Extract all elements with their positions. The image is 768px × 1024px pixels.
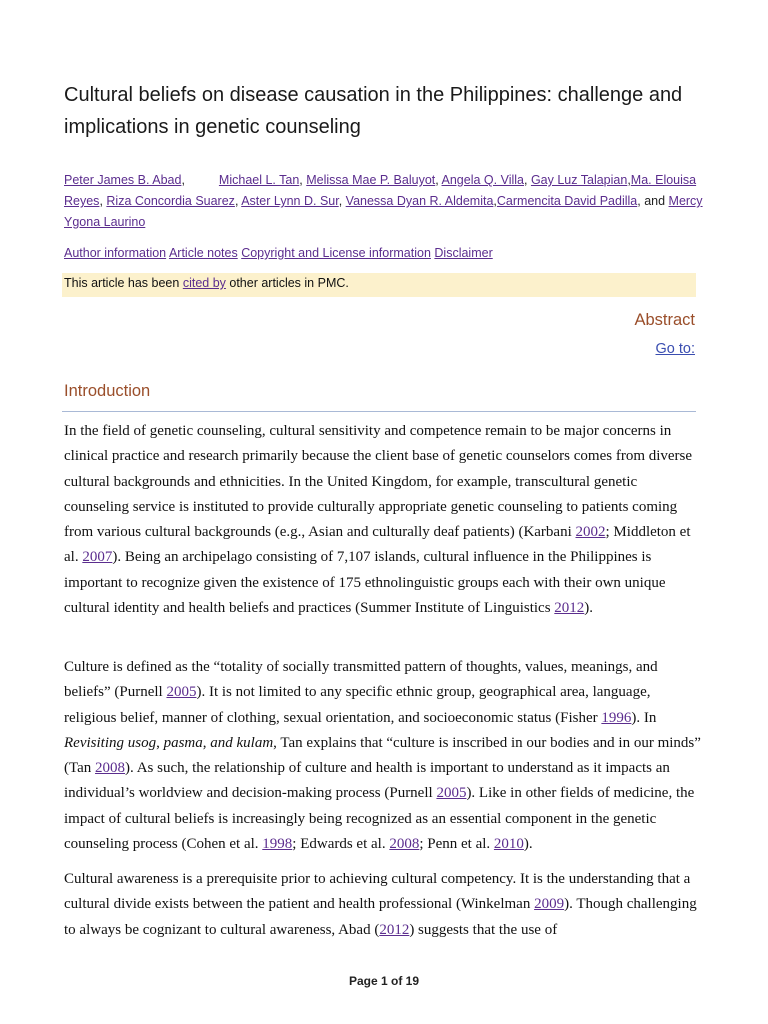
author-link[interactable]: Vanessa Dyan R. Aldemita: [345, 194, 494, 208]
author-link[interactable]: Peter James B. Abad: [64, 173, 182, 187]
body-paragraph: Culture is defined as the “totality of socially transmitted pattern of thoughts, values, meanings, and beliefs” (Purnell 2005). It is not limited to any specific ethnic group, geographical area, language, religious belief, manner of clothing, sexual orientation, and socioeconomic status (Fisher 1996). In Revisiting usog, pasma, and kulam, Tan explains that “culture is inscribed in our bodies and in our minds” (Tan 2008). As such, the relationship of culture and health is important to understand as it impacts an individual’s worldview and decision-making process (Purnell 2005). Like in other fields of medicine, the impact of cultural beliefs is increasingly being recognized as an essential component in the genetic counseling process (Cohen et al. 1998; Edwards et al. 2008; Penn et al. 2010).: [64, 659, 701, 853]
goto-link[interactable]: Go to:: [655, 341, 695, 357]
section-divider: [62, 411, 696, 412]
citation-link[interactable]: 2007: [82, 549, 113, 566]
author-link[interactable]: Ma. Elouisa Reyes: [64, 173, 697, 208]
cited-by-link[interactable]: cited by: [182, 276, 226, 290]
cited-by-notice: [62, 273, 696, 297]
citation-link[interactable]: 1996: [601, 709, 632, 726]
author-list: Peter James B. Abad, Michael L. Tan, Melissa Mae P. Baluyot, Angela Q. Villa, Gay Luz Talapian,Ma. Elouisa Reyes, Riza Concordia Suarez, Aster Lynn D. Sur, Vanessa Dyan R. Aldemita,Carmencita David Padilla, and Mercy Ygona Laurino: [64, 173, 703, 229]
disclaimer-link[interactable]: Disclaimer: [434, 246, 493, 260]
citation-link[interactable]: 2008: [389, 836, 420, 853]
article-meta-links: [64, 243, 493, 263]
author-link[interactable]: Riza Concordia Suarez: [106, 194, 235, 208]
article-title: Cultural beliefs on disease causation in the Philippines: challenge and implications in genetic counseling: [64, 84, 683, 138]
abstract-heading[interactable]: Abstract: [634, 311, 695, 329]
italic-text: and kulam: [210, 734, 274, 751]
author-information-link[interactable]: Author information: [64, 246, 167, 260]
author-link[interactable]: Aster Lynn D. Sur: [241, 194, 339, 208]
author-link[interactable]: Gay Luz Talapian: [530, 173, 628, 187]
cited-prefix: This article has been: [64, 276, 183, 290]
citation-link[interactable]: 2005: [436, 785, 467, 802]
section-heading: Introduction: [64, 382, 151, 400]
citation-link[interactable]: 2009: [534, 896, 565, 913]
article-notes-link[interactable]: Article notes: [168, 246, 238, 260]
cited-suffix: other articles in PMC.: [225, 276, 349, 290]
author-link[interactable]: Carmencita David Padilla: [496, 194, 638, 208]
citation-link[interactable]: 2012: [554, 600, 585, 617]
author-link[interactable]: Melissa Mae P. Baluyot: [306, 173, 436, 187]
citation-link[interactable]: 1998: [262, 836, 293, 853]
citation-link[interactable]: 2008: [95, 760, 126, 777]
italic-text: Revisiting usog: [64, 734, 157, 751]
body-paragraph: In the field of genetic counseling, cultural sensitivity and competence remain to be major concerns in clinical practice and research primarily because the client base of genetic counselors comes from diverse cultural backgrounds and ethnicities. In the United Kingdom, for example, transcultural genetic counseling service is instituted to provide culturally appropriate genetic counseling to patients coming from various cultural backgrounds (e.g., Asian and culturally deaf patients) (Karbani 2002; Middleton et al. 2007). Being an archipelago consisting of 7,107 islands, cultural influence in the Philippines is important to recognize given the existence of 175 ethnolinguistic groups each with their own unique cultural identity and health beliefs and practices (Summer Institute of Linguistics 2012).: [64, 423, 693, 617]
author-link[interactable]: Mercy Ygona Laurino: [64, 194, 703, 229]
citation-link[interactable]: 2005: [166, 684, 197, 701]
citation-link[interactable]: 2010: [493, 836, 524, 853]
page-number: Page 1 of 19: [348, 974, 420, 988]
author-link[interactable]: Michael L. Tan: [218, 173, 300, 187]
citation-link[interactable]: 2012: [379, 921, 410, 938]
italic-text: pasma: [163, 734, 203, 751]
author-link[interactable]: Angela Q. Villa: [441, 173, 524, 187]
citation-link[interactable]: 2002: [575, 524, 606, 541]
body-paragraph: Cultural awareness is a prerequisite prior to achieving cultural competency. It is the understanding that a cultural divide exists between the patient and health professional (Winkelman 2009). Though challenging to always be cognizant to cultural awareness, Abad (2012) suggests that the use of: [64, 871, 697, 938]
copyright-link[interactable]: Copyright and License information: [241, 246, 431, 260]
